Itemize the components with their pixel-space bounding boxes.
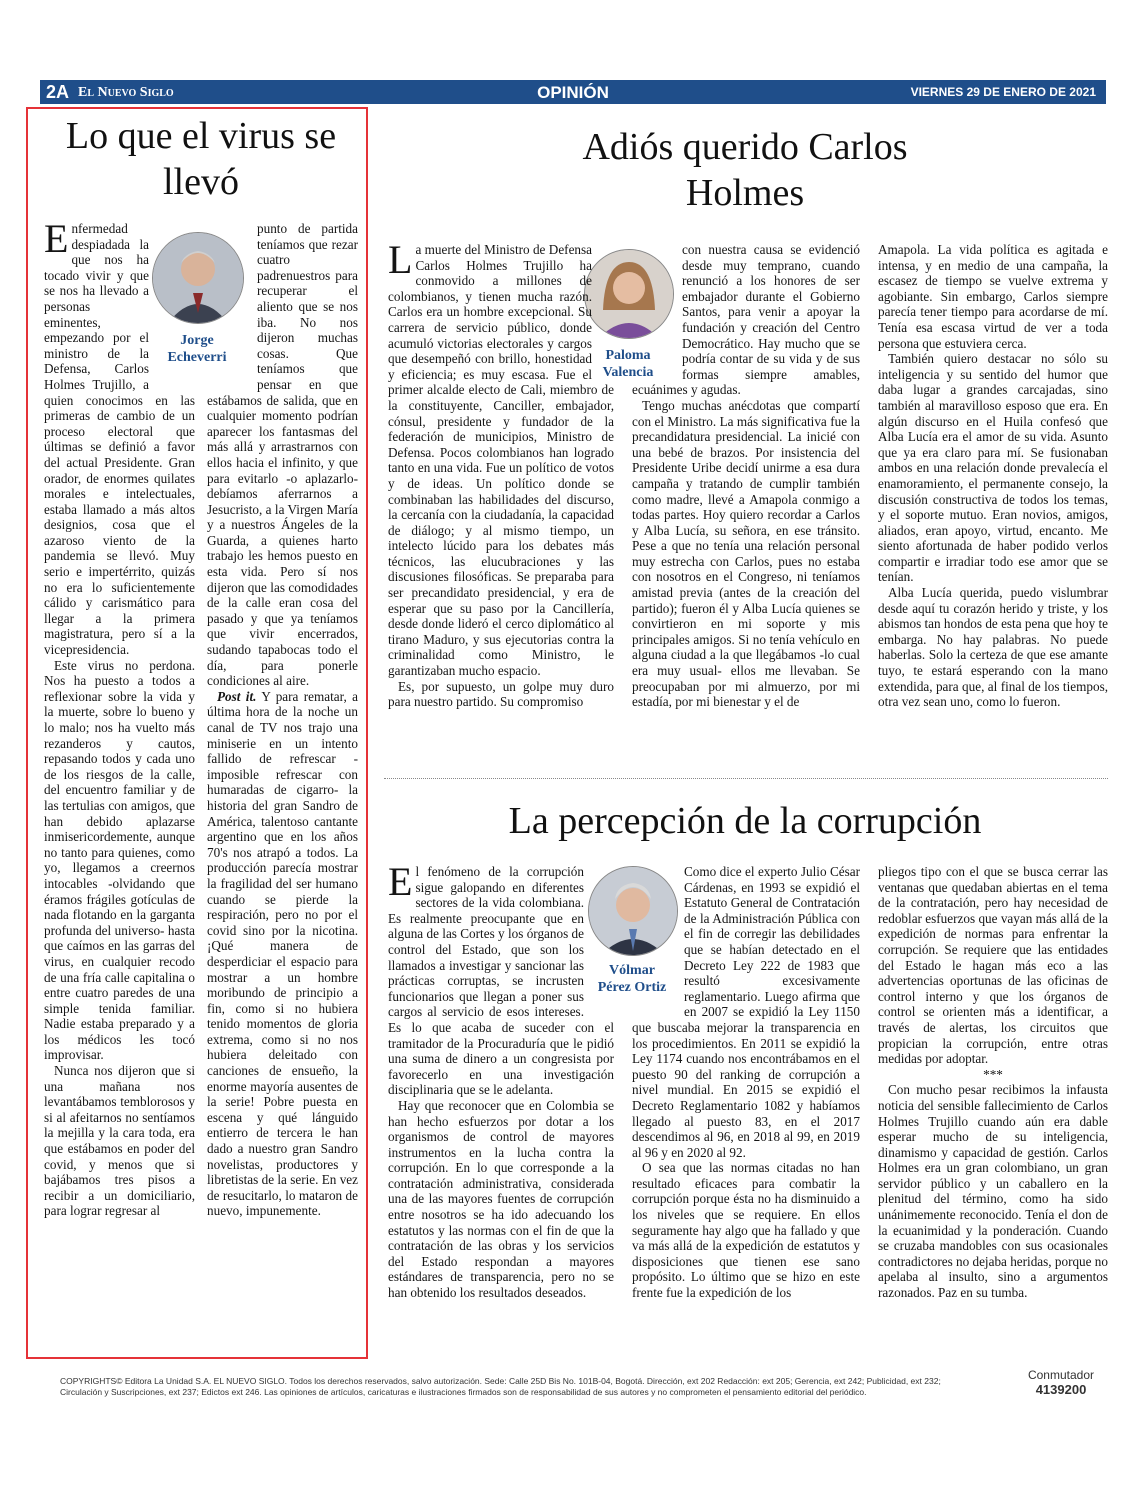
article-1-column-1 [44,221,195,1339]
article-1-author: Jorge Echeverri [167,333,227,365]
paragraph: Hay que reconocer que en Colombia se han hecho esfuerzos por dotar a los organismos de control de mayores instrumentos en la lucha contra la corrupción. En lo que corresponde a la contratación administrativa, considerada una de las mayores fuentes de corrupción entre nosotros se ha ido adecuando los estatutos y las normas con el fin de que la contratación de las obras y los servicios del Estado respondan a mayores estándares de transparencia, pero no se han obtenido los resultados deseados. [388,1097,614,1301]
article-3-column-2 [632,864,860,1344]
drop-cap: E [388,864,413,904]
article-2-column-1 [388,242,614,753]
paragraph: Nunca nos dijeron que si una mañana nos levantábamos temblorosos y si al afeitarnos no sentíamos la mejilla y la cara toda, era que estábamos en poder del covid, y menos que si bajábamos tres pisos a recibir a un domiciliario, para lograr regresar al [44,1063,195,1219]
paragraph: O sea que las normas citadas no han resultado eficaces para combatir la corrupción porque ésta no ha disminuido a los niveles que se requiere. En ellos seguramente hay algo que ha fallado y que va más allá de la expedición de estatutos y disposiciones que tienen ese sano propósito. Lo último que se hizo en este frente fue la expedición de los [632,1160,860,1301]
paragraph: Y para rematar, a última hora de la noche un canal de TV nos trajo una miniserie en un intento fallido de refrescar -imposible refrescar con humaradas de cigarro- la historia del gran Sandro de América, talentoso cantante argentino que en los años 70's nos atrapó a todos. La producción parecía mostrar la fragilidad del ser humano cuando se pierde la respiración, pero no por el covid sino por la nicotina. ¡Qué manera de desperdiciar el espacio para mostrar a un hombre moribundo de principio a fin, como si no hubiera tenido momentos de gloria extrema, como si no nos hubiera deleitado con canciones de ensueño, la enorme mayoría ausentes de la serie! Pobre puesta en escena y qué lánguido entierro de tercera le han dado a nuestro gran Sandro novelistas, productores y libretistas de la serie. En vez de resucitarlo, lo mataron de nuevo, impunemente. [207,688,358,1219]
paragraph: Con mucho pesar recibimos la infausta noticia del sensible fallecimiento de Carlos Holmes Trujillo cuando aún era dable esperar mucho de su inteligencia, dinamismo y capacidad de gestión. Carlos Holmes era un gran colombiano, un gran servidor público y un caballero en la plenitud del término, como ha sido unánimemente reconocido. Tenía el don de la ecuanimidad y la ponderación. Cuando se cruzaba mandobles con sus ocasionales contradictores no dejaba heridas, porque no apelaba al insulto, sino a argumentos razonados. Paz en su tumba. [878,1082,1108,1301]
paragraph: Tengo muchas anécdotas que compartí con el Ministro. La más significativa fue la precandidatura presidencial. La inicié con una bebé de brazos. Por insistencia del Presidente Uribe decidí unirme a esa dura campaña y tratando de cumplir también como madre, llevé a Amapola conmigo a todas partes. Hoy quiero recordar a Carlos y Alba Lucía, su señora, en ese tránsito. Pese a que no tenía una relación personal muy estrecha con Carlos, pues no estaba con nosotros en el Congreso, ni teníamos amistad previa (antes de la creación del partido); fueron él y Alba Lucía quienes se convirtieron en mi soporte y mis principales amigos. Si no tenía vehículo en alguna ciudad a la que llegábamos -lo cual era muy usual- ellos me llevaban. Se preocupaban por mi almuerzo, por mi estadía, por mi bienestar y el de [632,397,860,710]
page-number: 2A [46,82,70,102]
paragraph: Amapola. La vida política es agitada e intensa, y en medio de una campaña, la escasez de tiempo se vuelve extrema y agobiante. Sin embargo, Carlos siempre parecía tener tiempo para acordarse de mí. Tenía esa escasa virtud de ver a toda persona que estuviera cerca. [878,242,1108,351]
article-3-column-1 [388,864,614,1344]
post-it-label: Post it. [217,688,257,704]
paragraph: La muerte del Ministro de Defensa Carlos Holmes Trujillo ha conmovido a millones de colombianos, y tienen mucha razón. Carlos era un hombre excepcional. Su carrera de servicio público, donde acumuló victorias electorales y cargos que desempeñó con brillo, honestidad y eficiencia; es muy escasa. Fue el primer alcalde electo de Cali, miembro de la constituyente, Canciller, embajador, cónsul, presidente y fundador de la federación de municipios, Ministro de Defensa. Pocos colombianos han logrado tanto en una vida. Fue un político de votos y de ideas. Un político donde se combinaban las habilidades del discurso, la cercanía con la ciudadanía, la capacidad de diálogo; y al mismo tiempo, un intelecto lúcido para los debates más técnicos, las elucubraciones y las discusiones filosóficas. Se preparaba para ser precandidato presidencial, y era de esperar que su paso por la Cancillería, desde donde lideró el cerco diplomático al tirano Maduro, y sus ejecutorias contra la criminalidad como Ministro, le garantizaban mucho espacio. [388,242,614,679]
paragraph: con nuestra causa se evidenció desde muy temprano, cuando renunció a los honores de ser embajador durante el Gobierno Santos, para venir a apoyar la fundación y creación del Centro Democrático. Hay mucho que se podría contar de su vida y de sus formas siempre amables, ecuánimes y agudas. [632,242,860,398]
paragraph: pliegos tipo con el que se busca cerrar las ventanas que quedaban abiertas en el tema de la contratación, pero hay necesidad de redoblar esfuerzos que vayan más allá de la expedición de normas para enfrentar la corrupción. Se requiere que las entidades del Estado le hagan más eco a las advertencias oportunas de las oficinas de control interno y que los órganos de control se orienten más a identificar, a través de alertas, los circuitos que propician la corrupción, entre otras medidas por adoptar. [878,864,1108,1067]
newspaper-brand: El Nuevo Siglo [78,85,174,100]
article-3-title[interactable]: La percepción de la corrupción [508,800,982,842]
paragraph: Es, por supuesto, un golpe muy duro para nuestro partido. Su compromiso [388,678,614,710]
section-title: OPINIÓN [537,83,609,102]
paragraph: El fenómeno de la corrupción sigue galopando en diferentes sectores de la vida colombiana. Es realmente preocupante que en alguna de las Cortes y los órganos de control del Estado, que son los llamados a investigar y sancionar las prácticas corruptas, se incrusten funcionarios que llegan a poner sus cargos al servicio de esos intereses. Es lo que acaba de suceder con el tramitador de la Procuraduría que le pidió una suma de dinero a un congresista por favorecerlo en una investigación disciplinaria que se le adelanta. [388,864,614,1098]
paragraph: Como dice el experto Julio César Cárdenas, en 1993 se expidió el Estatuto General de Contratación de la Administración Pública con el fin de corregir las debilidades que se habían detectado en el Decreto Ley 222 de 1983 que resultó excesivamente reglamentario. Luego afirma que en 2007 se expidió la Ley 1150 que buscaba mejorar la transparencia en los procedimientos. En 2011 se expidió la Ley 1174 cuando nos encontrábamos en el puesto 90 del ranking de corrupción a nivel mundial. En 2015 se expidió el Decreto Reglamentario 1082 y habíamos llegado al puesto 83, en el 2017 descendimos al 96, en 2018 al 99, en 2019 al 96 y en 2020 al 92. [632,864,860,1160]
switchboard-number: Conmutador 4139200 [1027,1368,1095,1397]
paragraph: punto de partida teníamos que rezar cuatro padrenuestros para recuperar el aliento que se nos iba. No nos dijeron muchas cosas. Que teníamos que pensar en que estábamos de salida, que en cualquier momento podrían aparecer los fantasmas del más allá y arrastrarnos con ellos hacia el infinito, y que para evitarlo -o aplazarlo- debíamos aferrarnos a Jesucristo, a la Virgen María y a nuestros Ángeles de la Guarda, a quienes harto trabajo les hemos puesto en esta vida. Pero sí nos dijeron que las comodidades de la calle eran cosa del pasado y que ya teníamos que vivir encerrados, sudando tapabocas todo el día, para ponerle condiciones al aire. [207,221,358,689]
paragraph: Enfermedad despiadada la que nos ha tocado vivir y que se nos ha llevado a personas eminentes, empezando por el ministro de la Defensa, Carlos Holmes Trujillo, a quien conocimos en las primeras de cambio de un proceso electoral que últimas se definió a favor del actual Presidente. Gran orador, de enormes quilates morales e intelectuales, estaba llamado a más altos designios, cosa que el azaroso viento de la pandemia se llevó. Muy serio e impertérrito, quizás no era lo suficientemente cálido y carismático para llegar a la primera magistratura, pero sí a la vicepresidencia. [44,221,195,658]
drop-cap: L [388,242,413,282]
article-1-title[interactable]: Lo que el virus se llevó [65,115,337,203]
paragraph: Este virus no perdona. Nos ha puesto a todos a reflexionar sobre la vida y la muerte, sobre lo bueno y lo malo; nos ha vuelto más rezanderos y cautos, repasando todos y cada uno de los riesgos de la calle, del encuentro familiar y de las tertulias con amigos, que han debido aplazarse inmisericordemente, aunque no tanto para quienes, como yo, llegamos a creernos intocables -olvidando que éramos frágiles gotículas de nada flotando en la garganta profunda del universo- hasta que caímos en las garras del virus, en cualquier recodo de una fría calle capitalina o entre cuatro paredes de una simple tenida familiar. Nadie estaba preparado y a los médicos les tocó improvisar. [44,657,195,1063]
article-2-column-2 [632,242,860,753]
separator-stars: *** [983,1066,1003,1082]
drop-cap: E [44,221,69,261]
issue-date: VIERNES 29 DE ENERO DE 2021 [910,85,1096,99]
section-divider [384,778,1108,779]
article-2-title[interactable]: Adiós querido Carlos Holmes [582,126,908,214]
article-2-column-3 [878,242,1108,753]
article-1-column-2 [207,221,358,1339]
article-3-column-3 [878,864,1108,1344]
paragraph: Alba Lucía querida, puedo vislumbrar desde aquí tu corazón herido y triste, y los abismos tan hondos de esta pena que hoy te embarga. No hay palabras. No puede haberlas. Solo la certeza de que ese amante tuyo, te estará esperando con la mano extendida, para que, al final de los tiempos, otra vez sean uno, como lo fueron. [878,585,1108,710]
footer-copyright: COPYRIGHTS© Editora La Unidad S.A. EL NUEVO SIGLO. Todos los derechos reservados, salvo autorización. Sede: Calle 25D Bis No. 101B-04, Bogotá. Dirección, ext 202 Redacción: ext 205; Gerencia, ext 242; Publicidad, ext 232; Circulación y Suscripciones, ext 237; Edictos ext 246. Las opiniones de artículos, caricaturas e ilustraciones firmados son de responsabilidad de sus autores y no comprometen el pensamiento editorial del periódico. [60,1376,941,1397]
article-2-author: Paloma Valencia [602,348,654,380]
paragraph: También quiero destacar no sólo su inteligencia y su sentido del humor que daba lugar a grandes carcajadas, sino también al maravilloso esposo que era. En algún discurso en el Huila confesó que Alba Lucía era el amor de su vida. Asunto que ya era claro para mí. Se fusionaban ambos en una relación donde prevalecía el enamoramiento, el permanente consejo, la discusión constructiva de todos los temas, y el soporte mutuo. Eran novios, amigos, aliados, eran apoyo, virtud, encanto. Me siento afortunada de haber podido verlos compartir e irradiar todo ese amor que se tenían. [878,351,1108,585]
page-header-bar [40,80,1106,104]
article-3-author: Vólmar Pérez Ortiz [597,963,667,995]
